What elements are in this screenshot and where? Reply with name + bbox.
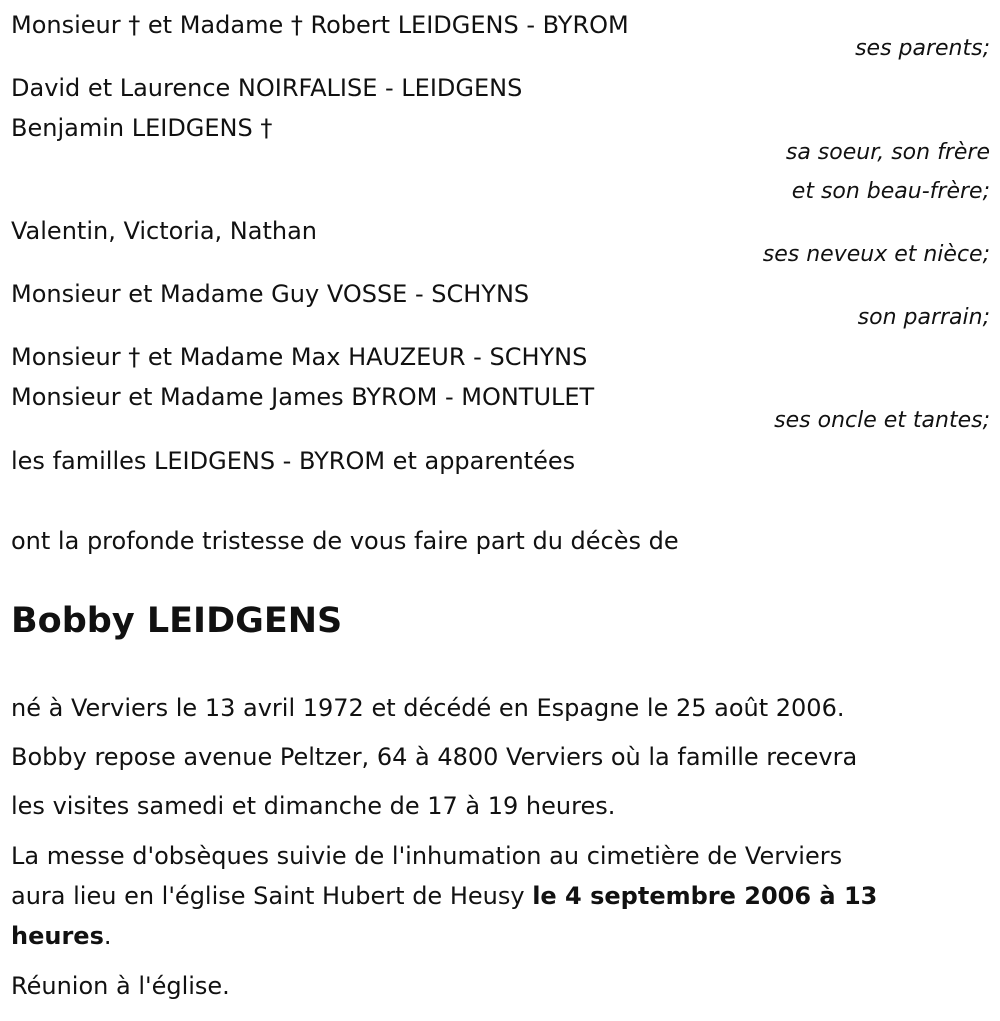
uncles-relation: ses oncle et tantes; bbox=[774, 408, 990, 433]
parents-line bbox=[11, 10, 629, 40]
parents-title: Monsieur bbox=[11, 11, 121, 39]
mass-location: aura lieu en l'église Saint Hubert de Heusy bbox=[11, 882, 533, 910]
siblings-relation-2: et son beau-frère; bbox=[791, 179, 990, 204]
cross-icon: † bbox=[128, 11, 141, 39]
uncle-title: Monsieur bbox=[11, 343, 121, 371]
parents-mid: et Madame bbox=[147, 11, 284, 39]
nephews-line: Valentin, Victoria, Nathan bbox=[11, 217, 317, 245]
families-line: les familles LEIDGENS - BYROM et apparentées bbox=[11, 447, 576, 475]
mass-line-2 bbox=[11, 881, 877, 911]
siblings-line-2 bbox=[11, 113, 272, 143]
cross-icon: † bbox=[260, 114, 273, 142]
parents-relation: ses parents; bbox=[855, 36, 990, 61]
mass-date: le 4 septembre 2006 à 13 bbox=[532, 882, 878, 910]
deceased-name: Bobby LEIDGENS bbox=[11, 601, 343, 641]
birth-death-line: né à Verviers le 13 avril 1972 et décédé en Espagne le 25 août 2006. bbox=[11, 694, 845, 722]
nephews-relation: ses neveux et nièce; bbox=[762, 242, 990, 267]
mass-time: heures bbox=[11, 922, 104, 950]
godfather-line: Monsieur et Madame Guy VOSSE - SCHYNS bbox=[11, 280, 530, 308]
siblings-relation-1: sa soeur, son frère bbox=[785, 140, 990, 165]
cross-icon: † bbox=[290, 11, 303, 39]
brother-name: Benjamin LEIDGENS bbox=[11, 114, 253, 142]
repose-line-2: les visites samedi et dimanche de 17 à 19 heures. bbox=[11, 792, 616, 820]
repose-line-1: Bobby repose avenue Peltzer, 64 à 4800 Verviers où la famille recevra bbox=[11, 743, 858, 771]
parents-name: Robert LEIDGENS - BYROM bbox=[310, 11, 629, 39]
announcement: ont la profonde tristesse de vous faire part du décès de bbox=[11, 527, 679, 555]
mass-line-1: La messe d'obsèques suivie de l'inhumation au cimetière de Verviers bbox=[11, 842, 843, 870]
mass-period: . bbox=[103, 922, 112, 950]
uncles-line-2: Monsieur et Madame James BYROM - MONTULET bbox=[11, 383, 595, 411]
siblings-line-1: David et Laurence NOIRFALISE - LEIDGENS bbox=[11, 74, 523, 102]
godfather-relation: son parrain; bbox=[857, 305, 990, 330]
reunion-line: Réunion à l'église. bbox=[11, 972, 230, 1000]
mass-line-3 bbox=[11, 921, 112, 951]
uncle-name: et Madame Max HAUZEUR - SCHYNS bbox=[147, 343, 588, 371]
cross-icon: † bbox=[128, 343, 141, 371]
uncles-line-1 bbox=[11, 342, 587, 372]
